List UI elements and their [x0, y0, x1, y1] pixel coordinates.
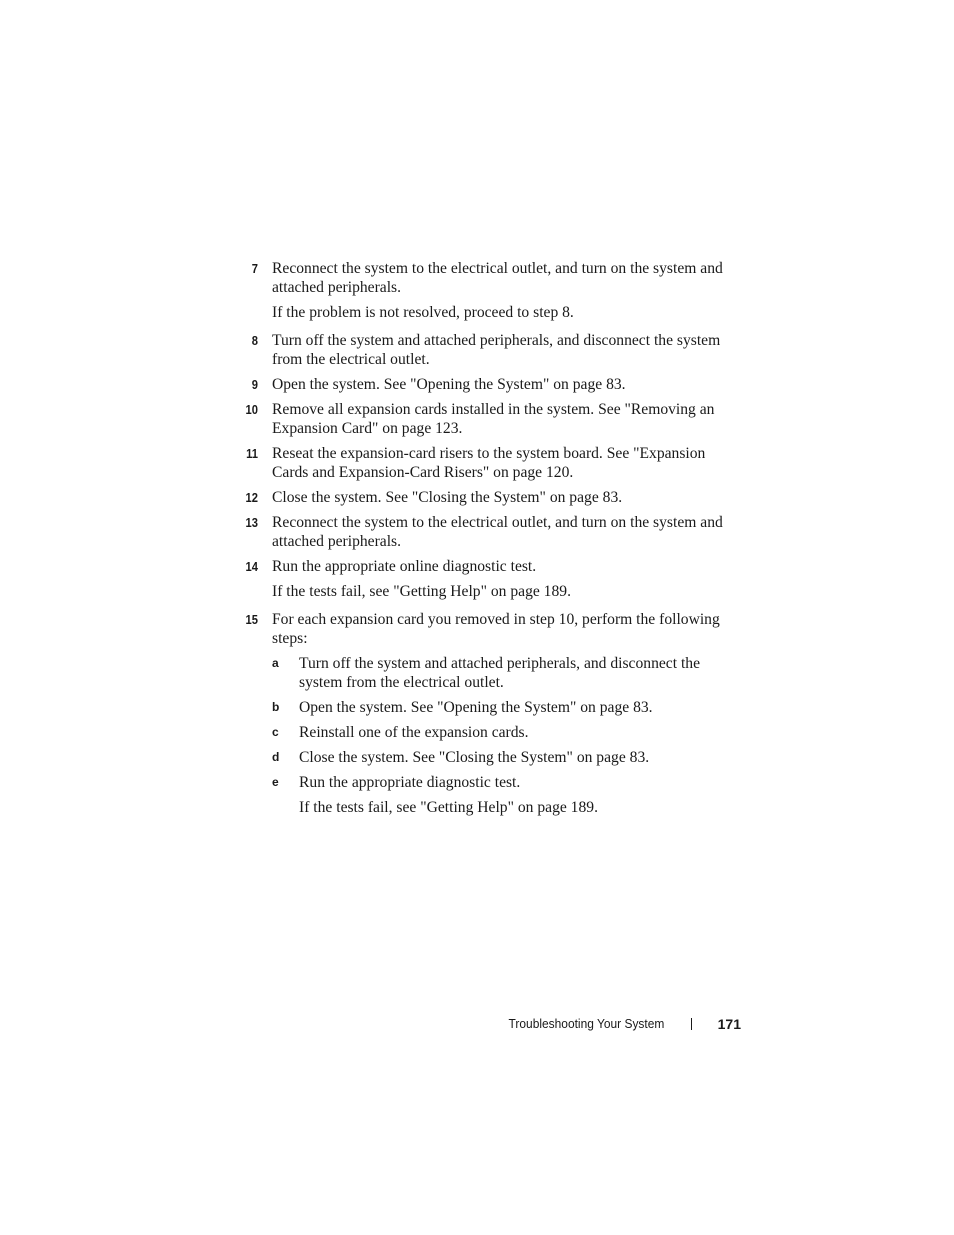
substep-letter: d: [272, 750, 280, 764]
substep-note: If the tests fail, see "Getting Help" on page 189.: [299, 799, 598, 816]
step-text: Turn off the system and attached peripherals, and disconnect the system from the electrical outlet.: [272, 332, 721, 368]
substep-b: [240, 698, 740, 717]
step-number: 9: [251, 377, 258, 392]
step-note: If the tests fail, see "Getting Help" on page 189.: [272, 583, 571, 600]
step-text: Remove all expansion cards installed in the system. See "Removing an Expansion Card" on page 123.: [272, 401, 715, 437]
substep-text: Open the system. See "Opening the System" on page 83.: [299, 699, 653, 716]
step-9: [240, 375, 740, 394]
step-13: [240, 513, 740, 551]
substep-text: Turn off the system and attached peripherals, and disconnect the system from the electrical outlet.: [299, 655, 700, 691]
substep-a: [240, 654, 740, 692]
step-note: If the problem is not resolved, proceed to step 8.: [272, 304, 574, 321]
step-number: 8: [251, 333, 258, 348]
substep-text: Close the system. See "Closing the System" on page 83.: [299, 749, 650, 766]
substep-letter: c: [272, 725, 279, 739]
step-text: Open the system. See "Opening the System" on page 83.: [272, 376, 626, 393]
step-text: Reconnect the system to the electrical outlet, and turn on the system and attached peripherals.: [272, 260, 723, 296]
page-number: 171: [717, 1016, 741, 1032]
step-text: Run the appropriate online diagnostic test.: [272, 558, 537, 575]
step-11: [240, 444, 740, 482]
step-text: Reconnect the system to the electrical outlet, and turn on the system and attached peripherals.: [272, 514, 723, 550]
step-7: [240, 259, 740, 297]
step-number: 7: [251, 261, 258, 276]
substep-letter: a: [272, 656, 279, 670]
substep-text: Run the appropriate diagnostic test.: [299, 774, 521, 791]
page-footer: [495, 1015, 741, 1033]
substep-letter: e: [272, 775, 279, 789]
step-number: 14: [245, 559, 258, 574]
step-text: For each expansion card you removed in step 10, perform the following steps:: [272, 611, 720, 647]
step-8: [240, 331, 740, 369]
step-number: 12: [245, 490, 258, 505]
step-number: 13: [245, 515, 258, 530]
substep-text: Reinstall one of the expansion cards.: [299, 724, 529, 741]
footer-divider: [691, 1018, 692, 1030]
substep-c: [240, 723, 740, 742]
step-number: 10: [245, 402, 258, 417]
step-number: 11: [246, 446, 258, 461]
substep-letter: b: [272, 700, 280, 714]
step-text: Close the system. See "Closing the System" on page 83.: [272, 489, 623, 506]
footer-section-title: Troubleshooting Your System: [508, 1016, 665, 1031]
substep-e: [240, 773, 740, 792]
substep-d: [240, 748, 740, 767]
step-12: [240, 488, 740, 507]
step-text: Reseat the expansion-card risers to the system board. See "Expansion Cards and Expansion-Card Risers" on page 120.: [272, 445, 706, 481]
step-14: [240, 557, 740, 576]
step-15: [240, 610, 740, 648]
procedure-content: [240, 259, 740, 817]
step-10: [240, 400, 740, 438]
step-number: 15: [245, 612, 258, 627]
